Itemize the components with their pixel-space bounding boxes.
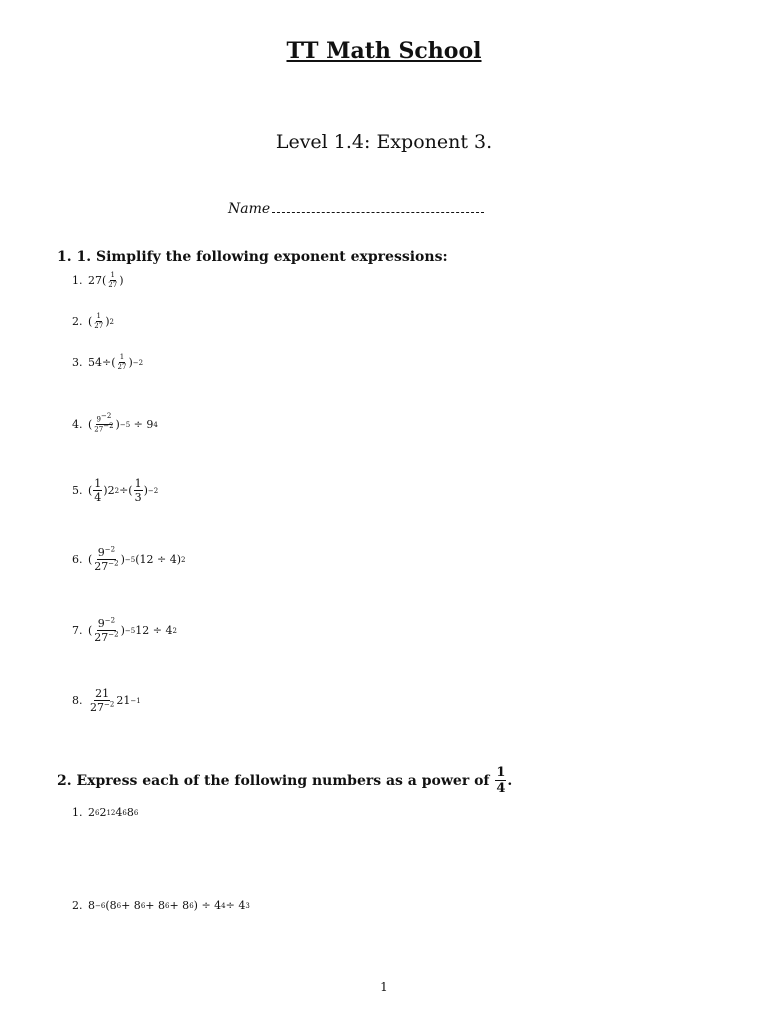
expression: ( $\frac{1}{27}$ ) 2 — [88, 312, 114, 330]
problem-1-8 — [72, 688, 141, 713]
problem-number: 7. — [72, 624, 83, 637]
problem-2-2 — [72, 899, 250, 912]
problem-number: 1. — [72, 806, 83, 819]
problem-1-3 — [72, 354, 143, 371]
problem-1-1 — [72, 272, 124, 289]
fraction-denominator: 4 — [496, 781, 506, 796]
problem-number: 8. — [72, 694, 83, 707]
expression: ( $\frac{1}{4}$ )2 2 ÷( $\frac{1}{3}$ ) −2 — [88, 477, 159, 504]
problem-1-6 — [72, 547, 186, 572]
problem-1-4 — [72, 412, 158, 434]
problem-number: 3. — [72, 356, 83, 369]
problem-number: 2. — [72, 315, 83, 328]
problem-number: 4. — [72, 418, 83, 432]
page-title: TT Math School — [286, 38, 482, 64]
name-label: Name — [228, 201, 271, 217]
expression: ( $\frac{9^{-2}}{27^{-2}}$ ) −5 ÷ 9 4 — [88, 412, 158, 434]
section-1-heading: 1. 1. Simplify the following exponent expressions: — [57, 249, 448, 265]
expression: 8 −6 (8 6 + 8 6 + 8 6 + 8 6 ) ÷ 4 4 ÷ 4 3 — [88, 899, 250, 912]
expression: ( $\frac{9^{-2}}{27^{-2}}$ ) −5 12 ÷ 4 2 — [88, 616, 177, 644]
name-field-line — [228, 200, 484, 217]
problem-1-7 — [72, 618, 177, 643]
expression: 27( $\frac{1}{27}$ ) — [88, 271, 124, 289]
problem-number: 1. — [72, 274, 83, 287]
expression: ( $\frac{9^{-2}}{27^{-2}}$ ) −5 (12 ÷ 4) 2 — [88, 545, 186, 573]
expression: $\frac{21}{27^{-2}}$ 21 −1 — [90, 687, 141, 714]
problem-number: 6. — [72, 553, 83, 566]
problem-number: 2. — [72, 899, 83, 912]
fraction-numerator: 1 — [496, 765, 506, 780]
section-2-heading-text: 2. Express each of the following numbers as a power of — [57, 772, 490, 789]
heading-period: . — [507, 772, 513, 789]
problem-2-1 — [72, 806, 138, 819]
worksheet-subtitle: Level 1.4: Exponent 3. — [275, 131, 493, 153]
heading-fraction — [495, 766, 506, 795]
problem-1-2 — [72, 313, 114, 330]
page-number: 1 — [380, 980, 388, 994]
expression: 54÷( $\frac{1}{27}$ ) −2 — [88, 353, 144, 371]
problem-number: 5. — [72, 484, 83, 497]
section-2-heading — [57, 766, 512, 795]
problem-1-5 — [72, 478, 158, 503]
name-blank — [272, 200, 484, 213]
expression: 2 6 2 12 4 6 8 6 — [88, 806, 139, 819]
